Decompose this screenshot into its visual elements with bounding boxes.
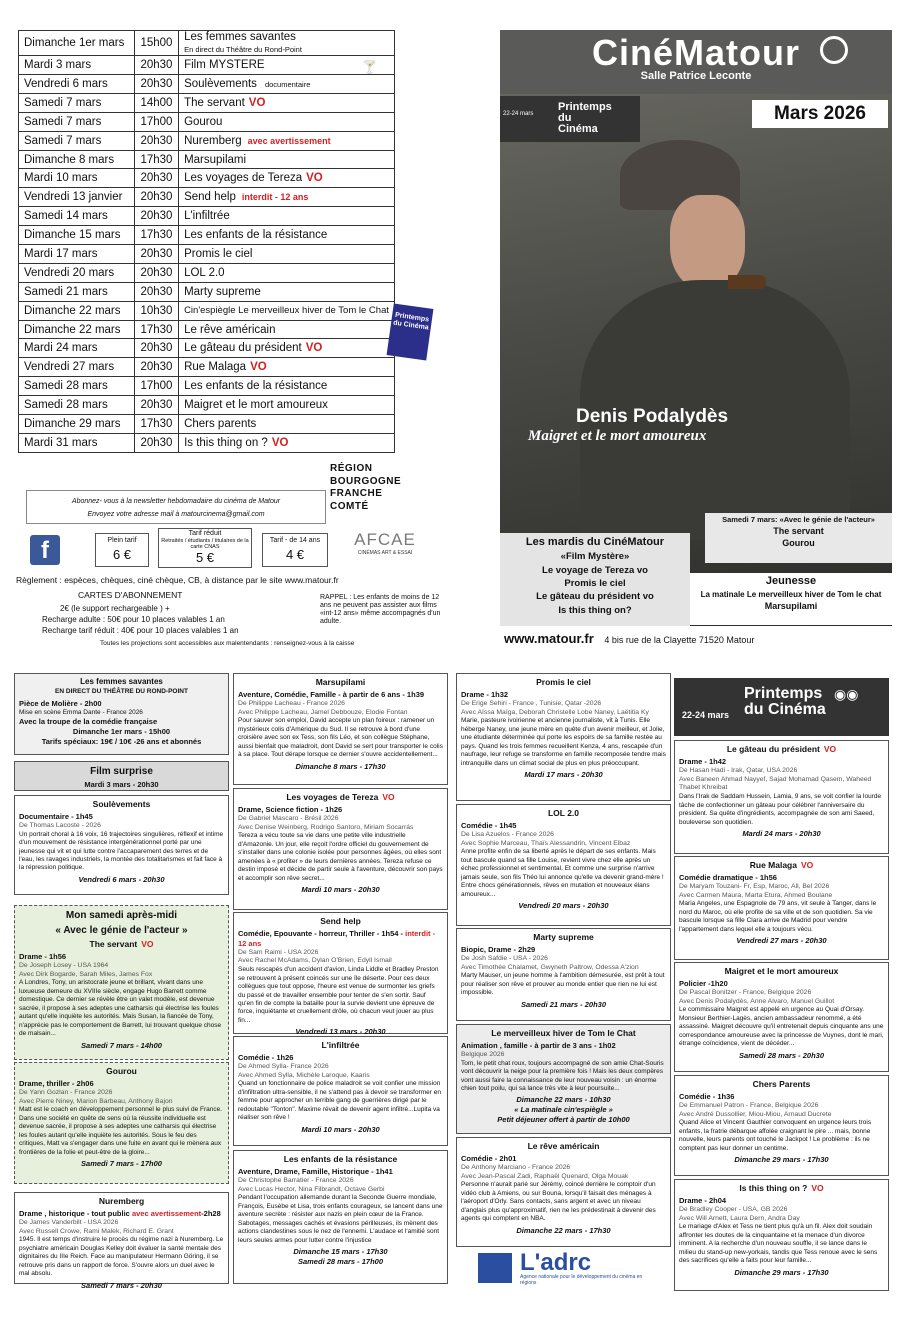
card-tom: Le merveilleux hiver de Tom le Chat Animation , famille - à partir de 3 ans - 1h02 Belgique 2026 Tom, le petit chat roux, toujours accompagné de son amie Chat-Souris vont découvrir la neige pour la première fois ! Mais les deux compères vont aussi faire la connaissance de leur nouveau voisin : un énorme chien tout poilu, qui sa lance très vite à leur poursuite... Dimanche 22 mars - 10h30 « La matinale cin'espiègle » Petit déjeuner offert à partir de 10h00: [456, 1024, 671, 1134]
schedule-note: En direct du Théâtre du Rond-Point: [184, 45, 302, 55]
schedule-time: 20h30: [135, 75, 179, 94]
schedule-row: [19, 169, 395, 188]
schedule-date: Vendredi 13 janvier: [19, 188, 135, 207]
card-promis: Promis le ciel Drame - 1h32 De Erige Sehiri - France , Tunisie, Qatar -2026 Avec Aïssa Maïga, Deborah Christelle Lobe Naney, Laëtitia Ky Marie, pasteure ivoirienne et ancienne journaliste, vit à Tunis. Elle héberge Naney, une jeune mère en quête d'un avenir meilleur, et Jolie, une étudiante déterminée qui porte les espoirs de sa famille restée au pays. Quand les trois femmes recueillent Kenza, 4 ans, rescapée d'un naufrage, leur refuge se transforme en famille recomposée tendre mais intranquille dans un climat social de plus en plus préoccupant. Mardi 17 mars - 20h30: [456, 673, 671, 801]
vo-badge: VO: [306, 172, 323, 185]
schedule-time: 20h30: [135, 433, 179, 452]
schedule-time: 17h30: [135, 150, 179, 169]
payment-line: Règlement : espèces, chèques, ciné chèque, CB, à distance par le site www.matour.fr: [16, 575, 339, 585]
glasses-icon: 🍸: [362, 60, 377, 74]
schedule-note: documentaire: [264, 79, 311, 89]
schedule-title-text: Marty supreme: [184, 285, 261, 298]
schedule-time: 20h30: [135, 56, 179, 75]
schedule-time: 17h00: [135, 112, 179, 131]
schedule-row: [19, 188, 395, 207]
card-infiltree: L'infiltrée Comédie - 1h26 De Ahmed Sylla- France 2026 Avec Ahmed Sylla, Michèle Laroque, Kaaris Quand un fonctionnaire de police maladroit se voit confier une mission d'infiltration ultra-sensible, il ne s'attend pas à devoir se transformer en femme pour approcher un terrible gang de guerrières dirigé par le redoutable "Tonton". Maxime révait de devenir agent infiltré...Lupita va réaliser son rêve ! Mardi 10 mars - 20h30: [233, 1036, 448, 1146]
schedule-date: Mardi 24 mars: [19, 339, 135, 358]
schedule-title: [179, 31, 395, 56]
poster-header: CinéMatour Salle Patrice Leconte: [500, 30, 892, 94]
printemps-banner: Printemps du Cinéma 22-24 mars ◉◉: [674, 678, 889, 736]
poster-actor: Denis Podalydès: [576, 406, 729, 427]
schedule-title: [179, 396, 395, 415]
access-line: Toutes les projections sont accessibles aux malentendants : renseignez-vous à la caisse: [100, 640, 355, 647]
printemps-badge: Printemps du Cinéma: [387, 303, 434, 360]
schedule-date: Vendredi 6 mars: [19, 75, 135, 94]
schedule-date: Samedi 28 mars: [19, 377, 135, 396]
card-lol: LOL 2.0 Comédie - 1h45 De Lisa Azuelos - France 2026 Avec Sophie Marceau, Thaïs Alessandrin, Vincent Elbaz Anne profite enfin de sa liberté après le départ de ses enfants. Mais tout bascule quand sa fille Louise, revient vivre chez elle après un échec professionnel et sentimental. Et comme une surprise n'arrive jamais seule, son fils Théo lui annonce qu'elle va devenir grand-mère ! Entre chocs générationnels, rêves en mutation et nouveaux élans amoureux... Vendredi 20 mars - 20h30: [456, 804, 671, 926]
card-tereza: Les voyages de Tereza VO Drame, Science fiction - 1h26 De Gabriel Mascaro - Brésil 2026 Avec Denise Weinberg, Rodrigo Santoro, Miriam Socarrás Tereza a vécu toute sa vie dans une petite ville industrielle d'Amazonie. Un jour, elle reçoit l'ordre officiel du gouvernement de s'installer dans une colonie isolée pour personnes âgées, où elles sont amenées à « profiter » de leurs dernières années. Tereza refuse ce destin imposé et décide de partir seule à l'aventure, découvrir son pays et accomplir son rêve secret... Mardi 10 mars - 20h30: [233, 788, 448, 910]
schedule-time: 20h30: [135, 282, 179, 301]
schedule-title-text: L'infiltrée: [184, 210, 230, 223]
card-enfants: Les enfants de la résistance Aventure, Drame, Famille, Historique - 1h41 De Christophe Barratier - France 2026 Avec Lucas Hector, Nina Filbrandt, Octave Gerbi Pendant l'occupation allemande durant la Seconde Guerre mondiale, François, Eusèbe et Lisa, trois enfants courageux, se lancent dans une aventure secrète : résister aux nazis en plein cœur de la France. Sabotages, messages cachés et évasions périlleuses, ils mènent des actions clandestines sous le nez de l'ennemi. L'audace et l'amitié sont leurs seules armes pour lutter contre l'injustice Dimanche 15 mars - 17h30 Samedi 28 mars - 17h00: [233, 1150, 448, 1284]
schedule-title: [179, 169, 395, 188]
schedule-title-text: LOL 2.0: [184, 266, 225, 279]
schedule-title-text: Send help: [184, 191, 236, 204]
card-soulevements: Soulèvements Documentaire - 1h45 De Thomas Lacoste - 2026 Un portrait choral à 16 voix, 16 trajectoires singulières, réflexif et intime d'un mouvement de résistance intergénérationnel porté par une jeunesse qui vit et qui lutte contre l'accaparement des terres et de l'eau, les ravages industriels, la montée des totalitarismes et fait face à la répression politique. Vendredi 6 mars - 20h30: [14, 795, 229, 895]
card-femmes: Les femmes savantes EN DIRECT DU THÉÂTRE DU ROND-POINT Pièce de Molière - 2h00 Mise en scène Emma Dante - France 2026 Avec la troupe de la comédie française Dimanche 1er mars - 15h00 Tarifs spéciaux: 19€ / 10€ -26 ans et abonnés: [14, 673, 229, 755]
schedule-date: Vendredi 20 mars: [19, 263, 135, 282]
abo-l3: Recharge tarif réduit : 40€ pour 10 places valables 1 an: [42, 626, 239, 635]
printemps-logo: 22-24 mars Printemps du Cinéma: [500, 96, 640, 142]
schedule-title-text: Les femmes savantes: [184, 31, 296, 43]
schedule-row: [19, 301, 395, 320]
poster-mardis-box: Les mardis du CinéMatour «Film Mystère» Le voyage de Tereza vo Promis le ciel Le gâteau du président vo Is this thing on?: [500, 533, 690, 626]
schedule-title: [179, 358, 395, 377]
schedule-table: [18, 30, 395, 453]
schedule-title: [179, 75, 395, 94]
newsletter-box: Abonnez- vous à la newsletter hebdomadaire du cinéma de Matour Envoyez votre adresse mail à matourcinema@gmail.com: [26, 490, 326, 524]
schedule-title-text: Maigret et le mort amoureux: [184, 399, 328, 412]
schedule-title: [179, 433, 395, 452]
abo-l2: Recharge adulte : 50€ pour 10 places valables 1 an: [42, 615, 225, 624]
schedule-title: [179, 131, 395, 150]
schedule-row: [19, 433, 395, 452]
schedule-title: [179, 188, 395, 207]
schedule-time: 20h30: [135, 339, 179, 358]
schedule-title: [179, 150, 395, 169]
warning-badge: avec avertissement: [247, 135, 331, 146]
schedule-row: [19, 112, 395, 131]
poster: [500, 30, 892, 652]
schedule-time: 20h30: [135, 188, 179, 207]
poster-address: 4 bis rue de la Clayette 71520 Matour: [604, 635, 755, 645]
schedule-title-text: Les voyages de Tereza: [184, 172, 303, 185]
schedule-date: Vendredi 27 mars: [19, 358, 135, 377]
schedule-date: Samedi 14 mars: [19, 207, 135, 226]
schedule-row: [19, 93, 395, 112]
vo-badge: VO: [248, 96, 266, 109]
schedule-row: [19, 226, 395, 245]
adrc-mark: [478, 1253, 512, 1283]
schedule-date: Samedi 21 mars: [19, 282, 135, 301]
schedule-date: Dimanche 29 mars: [19, 415, 135, 434]
schedule-date: Dimanche 15 mars: [19, 226, 135, 245]
schedule-date: Samedi 7 mars: [19, 131, 135, 150]
schedule-date: Samedi 7 mars: [19, 93, 135, 112]
schedule-date: Mardi 17 mars: [19, 245, 135, 264]
schedule-row: [19, 245, 395, 264]
abo-title: CARTES D'ABONNEMENT: [78, 590, 183, 600]
schedule-row: [19, 75, 395, 94]
price-plein: Plein tarif 6 €: [95, 533, 149, 567]
schedule-date: Dimanche 22 mars: [19, 320, 135, 339]
schedule-title: [179, 112, 395, 131]
afcae-logo: AFCAE CINÉMAS ART & ESSAI: [354, 530, 416, 556]
schedule-row: [19, 207, 395, 226]
schedule-time: 20h30: [135, 169, 179, 188]
film-reel-icon: [820, 36, 848, 64]
schedule-time: 20h30: [135, 396, 179, 415]
schedule-row: [19, 396, 395, 415]
schedule-title: [179, 301, 395, 320]
schedule-title: [179, 415, 395, 434]
schedule-time: 17h00: [135, 377, 179, 396]
schedule-title: [179, 282, 395, 301]
schedule-time: 20h30: [135, 358, 179, 377]
schedule-title-text: Is this thing on ?: [184, 436, 268, 449]
vo-badge: VO: [305, 342, 323, 355]
card-reve: Le rêve américain Comédie - 2h01 De Anthony Marciano - France 2026 Avec Jean-Pascal Zadi, Raphaël Quenard, Olga Mouak Personne n'aurait parié sur Jérémy, coincé derrière le comptoir d'un vidéo club à Amiens, ou sur Bouna, lorsqu'il faisait des ménages à l'aéroport d'Orly. Sans contacts, sans argent et avec un niveau d'anglais plus qu'approximatif, rien ne les prédestinait à devenir des agents qui comptent en NBA. Dimanche 22 mars - 17h30: [456, 1137, 671, 1247]
card-maigret: Maigret et le mort amoureux Policier -1h20 De Pascal Bonitzer - France, Belgique 2026 Avec Denis Podalydès, Anne Alvaro, Manuel Guillot Le commissaire Maigret est appelé en urgence au Quai d'Orsay. Monsieur Berthier-Lagès, ancien ambassadeur renommé, a été assassiné. Maigret découvre qu'il entretenait depuis cinquante ans une correspondance amoureuse avec la princesse de Vuynes, dont le mari, étrange coïncidence, vient de décéder... Samedi 28 mars - 20h30: [674, 962, 889, 1072]
schedule-row: [19, 131, 395, 150]
schedule-title: [179, 226, 395, 245]
schedule-title-text: Les enfants de la résistance: [184, 229, 328, 242]
schedule-title-text: Marsupilami: [184, 153, 247, 166]
schedule-time: 17h30: [135, 226, 179, 245]
poster-film: Maigret et le mort amoureux: [528, 428, 707, 444]
card-gourou: Gourou Drame, thriller - 2h06 De Yann Gozlan - France 2026 Avec Pierre Niney, Marion Barbeau, Anthony Bajon Matt est le coach en développement personnel le plus suivi de France. Dans une société en quête de sens où la réussite individuelle est devenue sacrée, il propose à ses adeptes une catharsis qui électrise les foules autant qu'elle inquiète les autorités. Sous le feu des critiques, Matt va s'engager dans une fuite en avant qui le mènera aux frontières de la folie et peut-être de la gloire... Samedi 7 mars - 17h00: [14, 1062, 229, 1184]
schedule-title-text: Soulèvements: [184, 77, 257, 90]
schedule-date: Samedi 28 mars: [19, 396, 135, 415]
schedule-title: [179, 339, 395, 358]
schedule-title: [179, 377, 395, 396]
schedule-title-text: Nuremberg: [184, 134, 242, 147]
card-isthis: Is this thing on ? VO Drame - 2h04 De Bradley Cooper - USA, GB 2026 Avec Will Arnett, Laura Dern, Andra Day Le mariage d'Alex et Tess ne tient plus qu'à un fil. Alex doit soudain affronter les doutes de la cinquantaine et la menace d'un divorce imminent. A la recherche d'un nouveau souffle, il se lance dans le milieu du stand-up new-yorkais, tandis que Tess renoue avec le sens des sacrifices qu'elle a faits pour leur famille... Dimanche 29 mars - 17h30: [674, 1179, 889, 1291]
vo-badge: VO: [250, 361, 267, 374]
schedule-title-text: Le rêve américain: [184, 323, 276, 336]
schedule-row: [19, 282, 395, 301]
vo-badge: VO: [271, 436, 289, 449]
schedule-row: [19, 263, 395, 282]
schedule-time: 20h30: [135, 263, 179, 282]
schedule-row: [19, 358, 395, 377]
schedule-title: [179, 320, 395, 339]
schedule-time: 20h30: [135, 245, 179, 264]
schedule-title-text: Film MYSTERE: [184, 59, 265, 72]
schedule-title-text: Chers parents: [184, 417, 257, 430]
card-chers: Chers Parents Comédie - 1h36 De Emmanuel Patron - France, Belgique 2026 Avec André Dussollier, Miou-Miou, Arnaud Ducrete Quand Alice et Vincent Gauthier convoquent en urgence leurs trois enfants, la fratrie débarque affolée craignant le pire ... mais, bonne nouvelle, leurs parents ont touché le Jackpot ! Le problème : ils ne comptent pas leur donner un centime. Dimanche 29 mars - 17h30: [674, 1075, 889, 1176]
poster-samedi-box: Samedi 7 mars: «Avec le génie de l'acteur» The servant Gourou: [705, 513, 892, 563]
card-surprise: Film surprise Mardi 3 mars - 20h30: [14, 761, 229, 791]
schedule-title: [179, 245, 395, 264]
schedule-row: [19, 320, 395, 339]
schedule-time: 20h30: [135, 131, 179, 150]
schedule-time: 10h30: [135, 301, 179, 320]
schedule-title-text: Gourou: [184, 115, 223, 128]
eyes-icon: ◉◉: [834, 686, 859, 702]
month-badge: Mars 2026: [752, 100, 888, 128]
schedule-title: [179, 263, 395, 282]
schedule-row: [19, 56, 395, 75]
facebook-icon[interactable]: f: [30, 535, 60, 565]
schedule-date: Mardi 3 mars: [19, 56, 135, 75]
card-malaga: Rue Malaga VO Comédie dramatique - 1h56 De Maryam Touzani- Fr, Esp, Maroc, All, Bel 2026 Avec Carmen Maura, Marta Etura, Ahmed Boulane Maria Angeles, une Espagnole de 79 ans, vit seule à Tanger, dans le nord du Maroc, où elle profite de sa ville et de son quotidien. Sa vie bascule lorsque sa fille Clara arrive de Madrid pour vendre l'appartement dans lequel elle a toujours vécu. Vendredi 27 mars - 20h30: [674, 856, 889, 960]
schedule-row: [19, 150, 395, 169]
schedule-title-text: Le gâteau du président: [184, 342, 302, 355]
schedule-title-text: Les enfants de la résistance: [184, 380, 328, 393]
schedule-date: Samedi 7 mars: [19, 112, 135, 131]
schedule-time: 17h30: [135, 415, 179, 434]
schedule-date: Dimanche 1er mars: [19, 31, 135, 56]
schedule-row: [19, 31, 395, 56]
schedule-date: Dimanche 8 mars: [19, 150, 135, 169]
abo-rappel: RAPPEL : Les enfants de moins de 12 ans ne peuvent pas assister aux films «int-12 ans» même accompagnés d'un adulte.: [320, 594, 441, 626]
schedule-title-text: Cin'espiègle Le merveilleux hiver de Tom le Chat: [184, 305, 389, 317]
schedule-title: [179, 93, 395, 112]
schedule-row: [19, 415, 395, 434]
schedule-date: Mardi 10 mars: [19, 169, 135, 188]
schedule-title-text: The servant: [184, 96, 245, 109]
schedule-time: 15h00: [135, 31, 179, 56]
schedule-date: Dimanche 22 mars: [19, 301, 135, 320]
card-marsupilami: Marsupilami Aventure, Comédie, Famille - à partir de 6 ans - 1h39 De Philippe Lacheau - France 2026 Avec Philippe Lacheau, Jamel Debbouze, Elodie Fontan Pour sauver son emploi, David accepte un plan foireux : ramener un mystérieux colis d'Amérique du Sud. Il se retrouve à bord d'une croisière avec son ex Tess, son fils Léo, et son collègue Stéphane, aussi bienfait que maladroit, dont David se sert pour transporter le colis à sa place. Tout dérape lorsque ce dernier s'ouvre accidentellement... Dimanche 8 mars - 17h30: [233, 673, 448, 785]
schedule-time: 17h30: [135, 320, 179, 339]
poster-footer: [500, 626, 892, 652]
card-samedi: Mon samedi après-midi « Avec le génie de l'acteur » The servant VO Drame - 1h56 De Joseph Losey - USA 1964 Avec Dirk Bogarde, Sarah Miles, James Fox A Londres, Tony, un aristocrate jeune et brillant, vivant dans une luxueuse demeure du XVIIIe siècle, engage Hugo Barrett comme domestique. Ce dernier se révèle être un valet modèle, est devenue sacrée, il propose à ses adeptes une catharsis qui électrise les foules autant qu'elle inquiète les autorités. Mais Susan, la fiancée de Tony, n'apprécie pas le comportement de Barrett, lui trouvant quelque chose de malsain... Samedi 7 mars - 14h00: [14, 905, 229, 1060]
schedule-title-text: Rue Malaga: [184, 361, 247, 374]
schedule-time: 14h00: [135, 93, 179, 112]
card-send-help: Send help Comédie, Epouvante - horreur, Thriller - 1h54 - interdit - 12 ans De Sam Raimi - USA 2026 Avec Rachel McAdams, Dylan O'Brien, Edyll Ismail Seuls rescapés d'un accident d'avion, Linda Liddle et Bradley Preston se retrouvent à présent coincés sur une île déserte. Pour ces deux collègues que tout oppose, l'heure est venue de surmonter les griefs du passé et de travailler ensemble pour tenter de s'en sortir. Sauf qu'en fin de compte la bataille pour la survie devient une épreuve de force, inquiétante et cruellement drôle, où chacun veut jouer au plus fin... Vendredi 13 mars - 20h30: [233, 912, 448, 1034]
price-enfant: Tarif - de 14 ans 4 €: [262, 533, 328, 567]
card-gateau: Le gâteau du président VO Drame - 1h42 De Hasan Hadi - Irak, Qatar, USA 2026 Avec Baneen Ahmad Nayyef, Sajad Mohamad Qasem, Waheed Thabet Khreibat Dans l'Irak de Saddam Hussein, Lamia, 9 ans, se voit confier la lourde tâche de confectionner un gâteau pour célébrer l'anniversaire du président. Sa quête d'ingrédients, accompagnée de son ami Saeed, bouleverse son quotidien. Mardi 24 mars - 20h30: [674, 740, 889, 854]
pipe-icon: [728, 275, 766, 289]
abo-l1: 2€ (le support rechargeable ) +: [60, 604, 170, 613]
schedule-title: [179, 207, 395, 226]
warning-badge: interdit - 12 ans: [241, 192, 309, 203]
adrc-logo: L'adrc Agence nationale pour le développement du cinéma en régions: [478, 1251, 658, 1287]
price-reduit: Tarif réduit Retraités / étudiants / titulaires de la carte CNAS 5 €: [158, 528, 252, 568]
schedule-time: 20h30: [135, 207, 179, 226]
poster-url[interactable]: www.matour.fr: [504, 631, 594, 646]
card-marty: Marty supreme Biopic, Drame - 2h29 De Josh Safdie - USA - 2026 Avec Timothée Chalamet, Gwyneth Paltrow, Odessa A'zion Marty Mauser, un jeune homme à l'ambition démesurée, est prêt à tout pour réaliser son rêve et prouver au monde entier que rien ne lui est impossible. Samedi 21 mars - 20h30: [456, 928, 671, 1021]
poster-jeunesse-box: Jeunesse La matinale Le merveilleux hiver de Tom le chat Marsupilami: [690, 573, 892, 625]
schedule-row: [19, 339, 395, 358]
region-logo: RÉGION BOURGOGNE FRANCHE COMTÉ: [330, 463, 402, 512]
card-nuremberg: Nuremberg Drame , historique - tout public avec avertissement-2h28 De James Vanderbilt - USA 2026 Avec Russell Crowe, Rami Malek, Richard E. Grant 1945. Il est temps d'instruire le procès du régime nazi à Nuremberg. Le psychiatre américain Douglas Kelley doit évaluer la santé mentale des dignitaires du IIIe Reich. Face au manipulateur Hermann Göring, il se retrouve pris dans un rapport de force. S'ouvre alors un duel avec le mal absolu. Samedi 7 mars - 20h30: [14, 1192, 229, 1284]
schedule-title-text: Promis le ciel: [184, 247, 253, 260]
schedule-date: Mardi 31 mars: [19, 433, 135, 452]
schedule-row: [19, 377, 395, 396]
